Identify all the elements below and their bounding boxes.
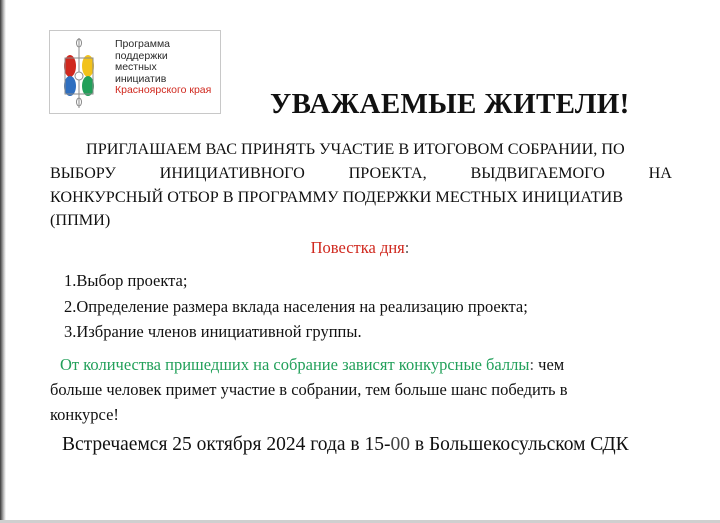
invitation-word: ВЫДВИГАЕМОГО <box>470 163 605 182</box>
turnout-note-line: больше человек примет участие в собрании, тем больше шанс победить в <box>50 380 568 399</box>
agenda-list <box>64 268 528 345</box>
meeting-info-minutes: 00 <box>390 434 410 455</box>
invitation-line: КОНКУРСНЫЙ ОТБОР В ПРОГРАММУ ПОДЕРЖКИ МЕСТНЫХ ИНИЦИАТИВ <box>50 187 624 206</box>
logo-text-line: Программа <box>115 38 171 50</box>
meeting-info-place: в Большекосульском СДК <box>410 434 629 455</box>
meeting-info-date: Встречаемся 25 октября 2024 года в 15- <box>62 434 391 455</box>
logo-text-line: инициатив <box>115 72 167 85</box>
turnout-note-rest: чем <box>534 355 565 374</box>
logo-text-line: местных <box>115 61 157 73</box>
program-logo <box>49 30 221 114</box>
invitation-word: ПРОЕКТА, <box>348 163 427 182</box>
invitation-word: НА <box>648 163 672 182</box>
invitation-line-justified <box>50 162 672 186</box>
invitation-paragraph <box>50 138 672 233</box>
invitation-line: (ППМИ) <box>50 211 111 230</box>
agenda-title <box>0 238 720 258</box>
invitation-word: ВЫБОРУ <box>50 163 116 182</box>
turnout-note <box>50 352 680 427</box>
program-logo-icon <box>56 36 102 110</box>
meeting-info <box>62 434 629 456</box>
agenda-title-colon: : <box>404 238 410 257</box>
agenda-item: 2.Определение размера вклада населения на реализацию проекта; <box>64 296 528 316</box>
invitation-word: ИНИЦИАТИВНОГО <box>159 163 305 182</box>
logo-text-line: поддержки <box>115 49 168 62</box>
program-logo-text <box>115 39 211 97</box>
logo-region-text: Красноярского края <box>115 84 212 96</box>
turnout-note-line: конкурсе! <box>50 405 119 424</box>
page-edge-shadow <box>0 0 6 523</box>
agenda-item: 1.Выбор проекта; <box>64 271 188 290</box>
turnout-note-highlight <box>50 355 534 374</box>
turnout-note-line <box>50 352 680 377</box>
turnout-note-highlight-text: От количества пришедших на собрание зависят конкурсные баллы <box>60 355 530 374</box>
agenda-title-text: Повестка дня <box>310 238 405 257</box>
turnout-note-colon: : <box>529 355 535 374</box>
agenda-item: 3.Избрание членов инициативной группы. <box>64 322 362 341</box>
invitation-line: ПРИГЛАШАЕМ ВАС ПРИНЯТЬ УЧАСТИЕ В ИТОГОВОМ СОБРАНИИ, ПО <box>86 140 625 158</box>
page-title: УВАЖАЕМЫЕ ЖИТЕЛИ! <box>270 88 630 120</box>
